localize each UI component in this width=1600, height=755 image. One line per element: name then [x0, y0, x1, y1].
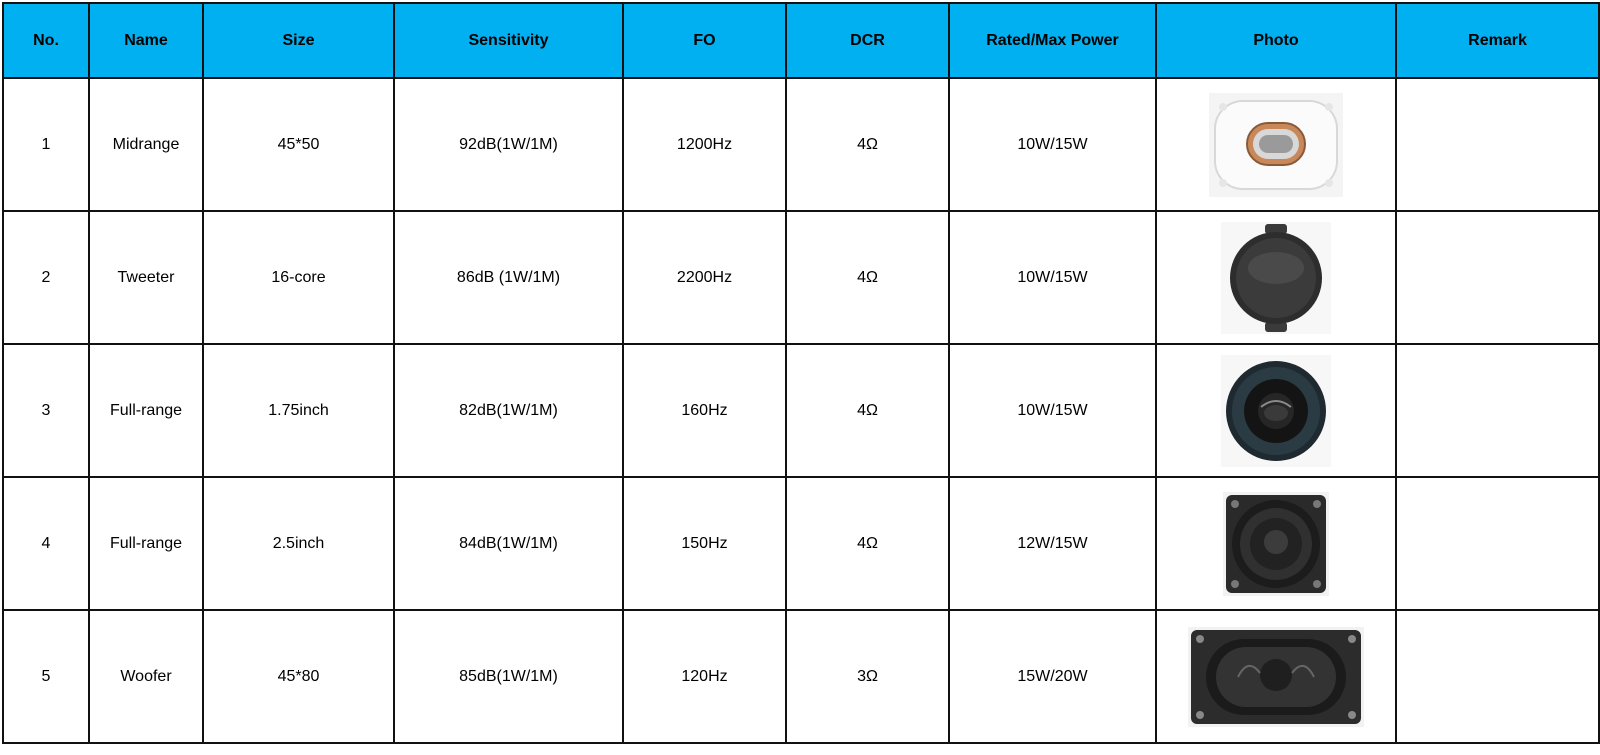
cell-power: 15W/20W [949, 610, 1156, 743]
cell-name: Tweeter [89, 211, 203, 344]
cell-fo: 2200Hz [623, 211, 786, 344]
cell-sensitivity: 85dB(1W/1M) [394, 610, 623, 743]
cell-fo: 1200Hz [623, 78, 786, 211]
cell-power: 12W/15W [949, 477, 1156, 610]
cell-size: 45*80 [203, 610, 394, 743]
cell-dcr: 4Ω [786, 78, 949, 211]
cell-sensitivity: 86dB (1W/1M) [394, 211, 623, 344]
header-sensitivity: Sensitivity [394, 3, 623, 78]
cell-remark [1396, 78, 1599, 211]
cell-photo [1156, 211, 1396, 344]
cell-photo [1156, 610, 1396, 743]
cell-remark [1396, 344, 1599, 477]
header-photo: Photo [1156, 3, 1396, 78]
cell-size: 16-core [203, 211, 394, 344]
cell-photo [1156, 78, 1396, 211]
header-remark: Remark [1396, 3, 1599, 78]
cell-sensitivity: 84dB(1W/1M) [394, 477, 623, 610]
table-row [3, 477, 1599, 610]
cell-no: 1 [3, 78, 89, 211]
cell-no: 5 [3, 610, 89, 743]
cell-photo [1156, 344, 1396, 477]
cell-no: 2 [3, 211, 89, 344]
table-row [3, 78, 1599, 211]
header-fo: FO [623, 3, 786, 78]
cell-name: Full-range [89, 477, 203, 610]
cell-name: Midrange [89, 78, 203, 211]
cell-dcr: 4Ω [786, 211, 949, 344]
cell-remark [1396, 211, 1599, 344]
cell-power: 10W/15W [949, 344, 1156, 477]
header-name: Name [89, 3, 203, 78]
square-frame-speaker-icon [1223, 492, 1329, 596]
cell-dcr: 3Ω [786, 610, 949, 743]
table-row [3, 610, 1599, 743]
table-row [3, 211, 1599, 344]
cell-sensitivity: 82dB(1W/1M) [394, 344, 623, 477]
cell-no: 4 [3, 477, 89, 610]
rectangular-woofer-speaker-icon [1188, 627, 1364, 727]
cell-no: 3 [3, 344, 89, 477]
cell-size: 45*50 [203, 78, 394, 211]
header-dcr: DCR [786, 3, 949, 78]
cell-power: 10W/15W [949, 78, 1156, 211]
header-no: No. [3, 3, 89, 78]
round-tweeter-speaker-icon [1221, 222, 1331, 334]
header-size: Size [203, 3, 394, 78]
cell-remark [1396, 477, 1599, 610]
cell-fo: 160Hz [623, 344, 786, 477]
cell-photo [1156, 477, 1396, 610]
cell-size: 1.75inch [203, 344, 394, 477]
cell-power: 10W/15W [949, 211, 1156, 344]
header-row [3, 3, 1599, 78]
cell-remark [1396, 610, 1599, 743]
cell-fo: 150Hz [623, 477, 786, 610]
cell-fo: 120Hz [623, 610, 786, 743]
header-power: Rated/Max Power [949, 3, 1156, 78]
speaker-spec-table [2, 2, 1600, 744]
cell-size: 2.5inch [203, 477, 394, 610]
cell-dcr: 4Ω [786, 477, 949, 610]
cell-name: Full-range [89, 344, 203, 477]
cell-sensitivity: 92dB(1W/1M) [394, 78, 623, 211]
table-row [3, 344, 1599, 477]
oval-midrange-speaker-icon [1209, 93, 1343, 197]
round-fullrange-speaker-icon [1221, 355, 1331, 467]
cell-dcr: 4Ω [786, 344, 949, 477]
cell-name: Woofer [89, 610, 203, 743]
